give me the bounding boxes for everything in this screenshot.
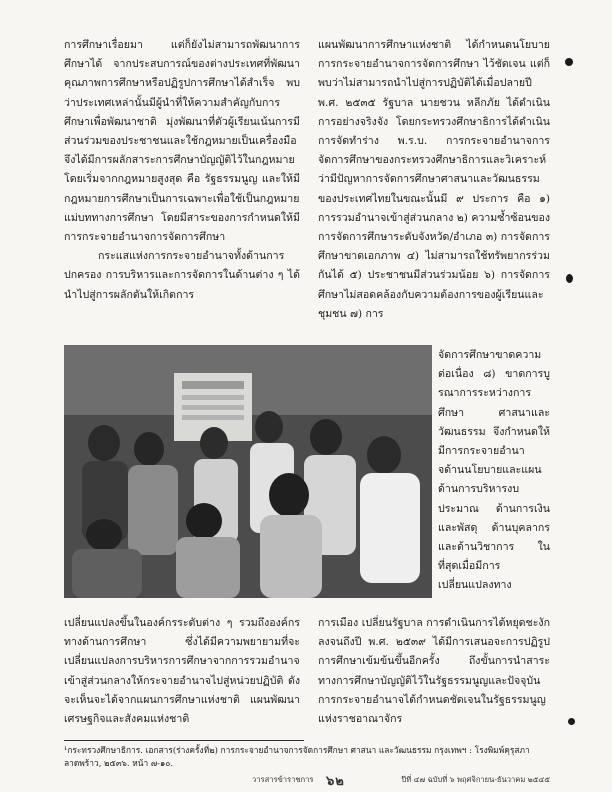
- page-number: ๖๒: [326, 774, 345, 789]
- page-footer: [64, 772, 550, 789]
- paragraph-2: กระแสแห่งการกระจายอำนาจทั้งด้านการปกครอง การบริหารและการจัดการในด้านต่าง ๆ ได้นำไปสู่การผลักดันให้เกิดการ: [64, 250, 300, 301]
- paragraph-5: เปลี่ยนแปลงขึ้นในองค์กรระดับต่าง ๆ รวมถึงองค์กรทางด้านการศึกษา ซึ่งได้มีความพยายามที่จะเปลี่ยนแปลงการบริหารการศึกษาจากการรวมอำนาจเข้าสู่ส่วนกลางให้กระจายอำนาจไปสู่หน่วยปฏิบัติ ดังจะเห็นจะได้จากแผนการศึกษาแห่งชาติ แผนพัฒนาเศรษฐกิจและสังคมแห่งชาติ: [64, 617, 300, 726]
- footnote: ¹กระทรวงศึกษาธิการ. เอกสาร(ร่างครั้งที่๒) การกระจายอำนาจการจัดการศึกษา ศาสนา และวัฒนธรรม กรุงเทพฯ : โรงพิมพ์คุรุสภาลาดพร้าว, ๒๕๓๖. หน้า ๗-๑๐.: [64, 745, 530, 768]
- left-column-top: [64, 36, 300, 305]
- binding-hole-mark: [565, 58, 573, 66]
- binding-hole-mark: [568, 718, 575, 725]
- paragraph-6: การเมือง เปลี่ยนรัฐบาล การดำเนินการได้หยุดชะงักลงจนถึงปี พ.ศ. ๒๕๓๙ ได้มีการเสนอจะการปฏิรูปการศึกษาเข้มข้นขึ้นอีกครั้ง ถึงขั้นการนำสาระทางการศึกษาบัญญัติไว้ในรัฐธรรมนูญและปัจจุบันการกระจายอำนาจได้กำหนดชัดเจนในรัฐธรรมนูญแห่งราชอาณาจักร: [318, 617, 550, 726]
- photo-illustration: [64, 345, 432, 598]
- binding-hole-mark: [566, 274, 573, 283]
- left-column-bottom: [64, 614, 300, 729]
- footnote-divider: [64, 740, 304, 741]
- issue-info: ปีที่ ๔๗ ฉบับที่ ๖ พฤศจิกายน-ธันวาคม ๒๕๔๕: [401, 775, 550, 784]
- paragraph-1: การศึกษาเรื่อยมา แต่ก็ยังไม่สามารถพัฒนาการศึกษาได้ จากประสบการณ์ของต่างประเทศที่พัฒนาคุณภาพการศึกษาหรือปฏิรูปการศึกษาได้สำเร็จ พบว่าประเทศเหล่านั้นมีผู้นำที่ให้ความสำคัญกับการศึกษาเพื่อพัฒนาชาติ มุ่งพัฒนาที่ตัวผู้เรียนเน้นการมีส่วนร่วมของประชาชนและใช้กฎหมายเป็นเครื่องมือ จึงได้มีการผลักสาระการศึกษาบัญญัติไว้ในกฎหมายโดยเริ่มจากกฎหมายสูงสุด คือ รัฐธรรมนูญ และให้มีกฎหมายการศึกษาเป็นการเฉพาะเพื่อใช้เป็นกฎหมายแม่บททางการศึกษา โดยมีสาระของการกำหนดให้มีการกระจายอำนาจการจัดการศึกษา: [64, 39, 300, 244]
- paragraph-4: จัดการศึกษาขาดความต่อเนื่อง ๘) ขาดการบูรณาการระหว่างการศึกษา ศาสนาและวัฒนธรรม จึงกำหนดให้มีการกระจายอำนาจด้านนโยบายและแผน ด้านการบริหารงบประมาณ ด้านการเงินและพัสดุ ด้านบุคลากรและด้านวิชาการ ในที่สุดเมื่อมีการเปลี่ยนแปลงทาง: [438, 349, 550, 592]
- right-column-top: [318, 36, 550, 324]
- students-classroom-photo: [64, 345, 432, 598]
- right-column-bottom: [318, 614, 550, 729]
- right-column-middle: [438, 346, 550, 596]
- paragraph-3: แผนพัฒนาการศึกษาแห่งชาติ ได้กำหนดนโยบายการกระจายอำนาจการจัดการศึกษา ไว้ชัดเจน แต่ก็พบว่าไม่สามารถนำไปสู่การปฏิบัติได้เมื่อปลายปี พ.ศ. ๒๕๓๕ รัฐบาล นายชวน หลีกภัย ได้ดำเนินการอย่างจริงจัง โดยกระทรวงศึกษาธิการได้ดำเนินการจัดทำร่าง พ.ร.บ. การกระจายอำนาจการจัดการศึกษาของกระทรวงศึกษาธิการและวิเคราะห์ว่ามีปัญหาการจัดการศึกษาศาสนาและวัฒนธรรมของประเทศไทยในขณะนั้นมี ๙ ประการ คือ ๑) การรวมอำนาจเข้าสู่ส่วนกลาง ๒) ความซ้ำซ้อนของการจัดการศึกษาระดับจังหวัด/อำเภอ ๓) การจัดการศึกษาขาดเอกภาพ ๔) ไม่สามารถใช้ทรัพยากรร่วมกันได้ ๕) ประชาชนมีส่วนร่วมน้อย ๖) การจัดการศึกษาไม่สอดคล้องกับความต้องการของผู้เรียนและชุมชน ๗) การ: [318, 39, 550, 320]
- journal-name: วารสารข้าราชการ: [252, 775, 314, 784]
